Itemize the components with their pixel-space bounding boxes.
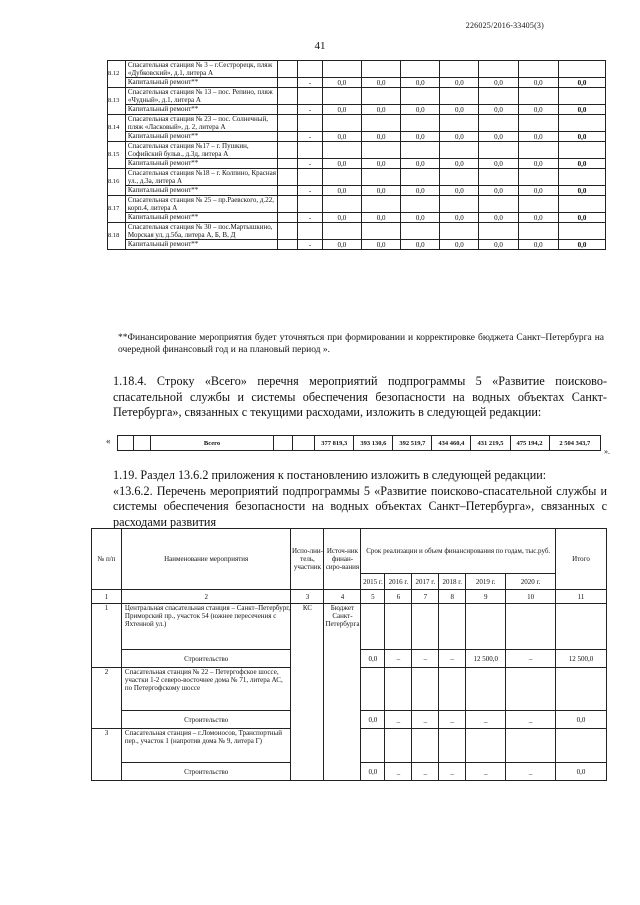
capital-repair-label: Капитальный ремонт** bbox=[125, 105, 277, 115]
total-open-quote: « bbox=[106, 436, 111, 446]
funding-value: – bbox=[385, 650, 412, 668]
document-id: 226025/2016-33405(3) bbox=[465, 21, 544, 30]
capital-repair-label: Капитальный ремонт** bbox=[125, 132, 277, 142]
dash-cell: - bbox=[298, 78, 323, 88]
funding-value: _ bbox=[412, 763, 439, 781]
value-cell: 0,0 bbox=[401, 105, 440, 115]
funding-value: – bbox=[439, 650, 466, 668]
total-value: 377 819,3 bbox=[315, 436, 354, 451]
dash-cell: - bbox=[298, 213, 323, 223]
value-cell: 0,0 bbox=[518, 105, 558, 115]
station-name: Спасательная станция № 25 – пр.Раевского, д.22, корп.4, литера А bbox=[125, 196, 277, 213]
dash-cell: - bbox=[298, 186, 323, 196]
value-cell: 0,0 bbox=[322, 213, 361, 223]
executor: КС bbox=[291, 604, 324, 781]
value-cell: 0,0 bbox=[361, 105, 400, 115]
capital-repair-row bbox=[108, 105, 606, 115]
column-number: 2 bbox=[121, 590, 291, 604]
value-cell: 0,0 bbox=[322, 186, 361, 196]
station-row bbox=[108, 223, 606, 240]
value-cell: 0,0 bbox=[479, 240, 518, 250]
total-cell: 0,0 bbox=[558, 78, 605, 88]
measure-row bbox=[92, 604, 607, 650]
column-number: 10 bbox=[506, 590, 556, 604]
funding-value: – bbox=[412, 650, 439, 668]
total-value: 434 460,4 bbox=[432, 436, 471, 451]
header-source: Источ-ник финан-сиро-вания bbox=[324, 529, 361, 590]
value-cell: 0,0 bbox=[440, 240, 479, 250]
station-code: 8.17 bbox=[108, 196, 126, 223]
column-number: 3 bbox=[291, 590, 324, 604]
station-row bbox=[108, 115, 606, 132]
funding-value: _ bbox=[412, 711, 439, 729]
header-year: 2016 г. bbox=[385, 574, 412, 590]
development-measures-table bbox=[91, 528, 607, 781]
total-cell: 0,0 bbox=[558, 240, 605, 250]
column-number: 9 bbox=[466, 590, 506, 604]
header-year: 2018 г. bbox=[439, 574, 466, 590]
funding-value: _ bbox=[466, 711, 506, 729]
funding-value: _ bbox=[385, 711, 412, 729]
total-cell: 0,0 bbox=[558, 213, 605, 223]
value-cell: 0,0 bbox=[479, 213, 518, 223]
total-close-quote: ». bbox=[604, 447, 610, 456]
dash-cell: - bbox=[298, 132, 323, 142]
value-cell: 0,0 bbox=[322, 105, 361, 115]
funding-value: 0,0 bbox=[361, 711, 385, 729]
funding-value: _ bbox=[439, 763, 466, 781]
value-cell: 0,0 bbox=[322, 159, 361, 169]
header-executor: Испо-лни-тель, участник bbox=[291, 529, 324, 590]
measure-num: 2 bbox=[92, 668, 122, 729]
column-number: 7 bbox=[412, 590, 439, 604]
value-cell: 0,0 bbox=[361, 240, 400, 250]
header-year: 2020 г. bbox=[506, 574, 556, 590]
value-cell: 0,0 bbox=[401, 213, 440, 223]
value-cell: 0,0 bbox=[322, 240, 361, 250]
value-cell: 0,0 bbox=[440, 132, 479, 142]
column-number: 5 bbox=[361, 590, 385, 604]
station-name: Спасательная станция №17 – г. Пушкин, Софийский бульв., д.3д, литера А bbox=[125, 142, 277, 159]
value-cell: 0,0 bbox=[361, 132, 400, 142]
value-cell: 0,0 bbox=[479, 186, 518, 196]
header-year: 2017 г. bbox=[412, 574, 439, 590]
value-cell: 0,0 bbox=[518, 78, 558, 88]
capital-repair-row bbox=[108, 213, 606, 223]
total-cell: 0,0 bbox=[558, 132, 605, 142]
funding-value: 0,0 bbox=[361, 650, 385, 668]
value-cell: 0,0 bbox=[479, 132, 518, 142]
header-year: 2019 г. bbox=[466, 574, 506, 590]
station-row bbox=[108, 61, 606, 78]
value-cell: 0,0 bbox=[361, 213, 400, 223]
capital-repair-label: Капитальный ремонт** bbox=[125, 159, 277, 169]
measure-name: Спасательная станция № 22 – Петергофское шоссе, участки 1-2 северо-восточнее дома № 71, литера АС, по Петергофскому шоссе bbox=[121, 668, 291, 711]
value-cell: 0,0 bbox=[401, 132, 440, 142]
funding-value: _ bbox=[385, 763, 412, 781]
construction-label: Строительство bbox=[121, 763, 291, 781]
total-value: 475 194,2 bbox=[510, 436, 549, 451]
column-number: 1 bbox=[92, 590, 122, 604]
station-code: 8.14 bbox=[108, 115, 126, 142]
station-name: Спасательная станция № 30 – пос.Мартышкино, Морская ул, д.5ба, литера А, Б, В, Д bbox=[125, 223, 277, 240]
value-cell: 0,0 bbox=[518, 132, 558, 142]
funding-value: _ bbox=[506, 711, 556, 729]
total-cell: 0,0 bbox=[558, 105, 605, 115]
column-number: 11 bbox=[556, 590, 607, 604]
station-row bbox=[108, 88, 606, 105]
value-cell: 0,0 bbox=[322, 132, 361, 142]
construction-label: Строительство bbox=[121, 711, 291, 729]
funding-value: 12 500,0 bbox=[466, 650, 506, 668]
value-cell: 0,0 bbox=[440, 186, 479, 196]
funding-value: _ bbox=[439, 711, 466, 729]
column-number: 8 bbox=[439, 590, 466, 604]
funding-value: 0,0 bbox=[361, 763, 385, 781]
station-name: Спасательная станция №18 – г. Колпино, Красная ул., д.3а, литера А bbox=[125, 169, 277, 186]
station-row bbox=[108, 196, 606, 213]
column-numbers-row bbox=[92, 590, 607, 604]
funding-value: – bbox=[506, 650, 556, 668]
dash-cell: - bbox=[298, 105, 323, 115]
value-cell: 0,0 bbox=[518, 186, 558, 196]
total-row-table bbox=[117, 435, 601, 451]
capital-repair-label: Капитальный ремонт** bbox=[125, 240, 277, 250]
measure-name: Спасательная станция – г.Ломоносов, Транспортный пер., участок 1 (напротив дома № 9, литера Г) bbox=[121, 729, 291, 763]
footnote: **Финансирование мероприятия будет уточняться при формировании и корректировке бюджета Санкт–Петербурга на очередной финансовый год и на плановый период ». bbox=[118, 333, 604, 355]
capital-repair-label: Капитальный ремонт** bbox=[125, 186, 277, 196]
station-code: 8.16 bbox=[108, 169, 126, 196]
station-code: 8.12 bbox=[108, 61, 126, 88]
capital-repair-row bbox=[108, 159, 606, 169]
value-cell: 0,0 bbox=[401, 159, 440, 169]
paragraph-1-19 bbox=[113, 468, 607, 530]
value-cell: 0,0 bbox=[440, 105, 479, 115]
station-name: Спасательная станция № 3 – г.Сестрорецк, пляж «Дубковский», д.1, литера А bbox=[125, 61, 277, 78]
funding-value: _ bbox=[466, 763, 506, 781]
column-number: 6 bbox=[385, 590, 412, 604]
value-cell: 0,0 bbox=[361, 78, 400, 88]
header-name: Наименование мероприятия bbox=[121, 529, 291, 590]
paragraph-1-19-title: 1.19. Раздел 13.6.2 приложения к постановлению изложить в следующей редакции: bbox=[113, 468, 547, 482]
measure-num: 1 bbox=[92, 604, 122, 668]
value-cell: 0,0 bbox=[440, 213, 479, 223]
value-cell: 0,0 bbox=[479, 159, 518, 169]
funding-value: 12 500,0 bbox=[556, 650, 607, 668]
total-cell: 0,0 bbox=[558, 159, 605, 169]
value-cell: 0,0 bbox=[440, 78, 479, 88]
value-cell: 0,0 bbox=[401, 240, 440, 250]
construction-label: Строительство bbox=[121, 650, 291, 668]
header-num: № п/п bbox=[92, 529, 122, 590]
value-cell: 0,0 bbox=[518, 213, 558, 223]
value-cell: 0,0 bbox=[401, 78, 440, 88]
total-cell: 0,0 bbox=[558, 186, 605, 196]
station-row bbox=[108, 169, 606, 186]
funding-value: _ bbox=[506, 763, 556, 781]
header-year: 2015 г. bbox=[361, 574, 385, 590]
total-value: 392 519,7 bbox=[393, 436, 432, 451]
value-cell: 0,0 bbox=[361, 186, 400, 196]
measure-name: Центральная спасательная станция – Санкт–Петербург, Приморский пр., участок 54 (южнее пересечения с Яхтенной ул.) bbox=[121, 604, 291, 650]
station-code: 8.18 bbox=[108, 223, 126, 250]
funding-value: 0,0 bbox=[556, 763, 607, 781]
value-cell: 0,0 bbox=[401, 186, 440, 196]
page-number: 41 bbox=[314, 40, 326, 52]
capital-repair-row bbox=[108, 240, 606, 250]
value-cell: 0,0 bbox=[518, 240, 558, 250]
header-total: Итого bbox=[556, 529, 607, 590]
total-value: 393 130,6 bbox=[354, 436, 393, 451]
station-name: Спасательная станция № 13 – пос. Репино, пляж «Чудный», д.1, литера А bbox=[125, 88, 277, 105]
capital-repair-row bbox=[108, 186, 606, 196]
paragraph-1-18-4: 1.18.4. Строку «Всего» перечня мероприятий подпрограммы 5 «Развитие поисково-спасательной службы и системы обеспечения безопасности на водных объектах Санкт-Петербурга», связанных с текущими расходами, изложить в следующей редакции: bbox=[113, 374, 607, 419]
funding-value: 0,0 bbox=[556, 711, 607, 729]
dash-cell: - bbox=[298, 159, 323, 169]
value-cell: 0,0 bbox=[361, 159, 400, 169]
total-value: 2 504 343,7 bbox=[549, 436, 600, 451]
measure-num: 3 bbox=[92, 729, 122, 781]
value-cell: 0,0 bbox=[440, 159, 479, 169]
value-cell: 0,0 bbox=[479, 105, 518, 115]
total-label: Всего bbox=[150, 436, 273, 451]
total-value: 431 219,5 bbox=[471, 436, 510, 451]
dash-cell: - bbox=[298, 240, 323, 250]
paragraph-13-6-2: «13.6.2. Перечень мероприятий подпрограммы 5 «Развитие поисково-спасательной службы и системы обеспечения безопасности на водных объектах Санкт–Петербурга», связанных с расходами развития bbox=[113, 483, 607, 529]
station-name: Спасательная станция № 23 – пос. Солнечный, пляж «Ласковый», д. 2, литера А bbox=[125, 115, 277, 132]
capital-repair-label: Капитальный ремонт** bbox=[125, 78, 277, 88]
station-code: 8.15 bbox=[108, 142, 126, 169]
station-row bbox=[108, 142, 606, 159]
value-cell: 0,0 bbox=[479, 78, 518, 88]
capital-repair-row bbox=[108, 78, 606, 88]
rescue-stations-table bbox=[107, 60, 606, 250]
value-cell: 0,0 bbox=[518, 159, 558, 169]
value-cell: 0,0 bbox=[322, 78, 361, 88]
capital-repair-row bbox=[108, 132, 606, 142]
capital-repair-label: Капитальный ремонт** bbox=[125, 213, 277, 223]
funding-source: Бюджет Санкт-Петербурга bbox=[324, 604, 361, 781]
station-code: 8.13 bbox=[108, 88, 126, 115]
header-period: Срок реализации и объем финансирования по годам, тыс.руб. bbox=[361, 529, 556, 574]
column-number: 4 bbox=[324, 590, 361, 604]
